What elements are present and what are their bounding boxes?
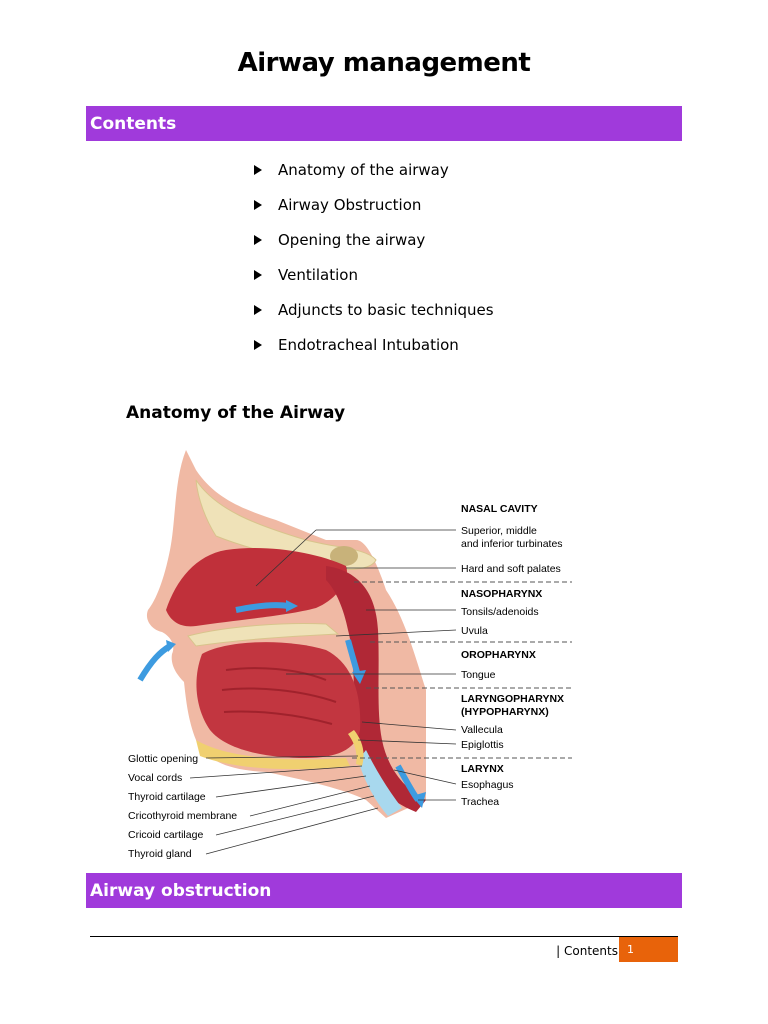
label-cricothyroid-membrane: Cricothyroid membrane	[128, 810, 238, 822]
airway-anatomy-illustration	[126, 440, 586, 862]
label-nasopharynx: NASOPHARYNX	[461, 588, 543, 600]
obstruction-heading-bar	[86, 873, 682, 908]
label-laryngopharynx: LARYNGOPHARYNX	[461, 693, 565, 705]
label-trachea: Trachea	[461, 796, 500, 808]
toc-item-label: Opening the airway	[278, 230, 426, 249]
contents-heading: Contents	[90, 113, 177, 134]
label-thyroid-gland: Thyroid gland	[128, 848, 192, 860]
triangle-bullet-icon	[254, 340, 262, 350]
label-epiglottis: Epiglottis	[461, 739, 504, 751]
triangle-bullet-icon	[254, 165, 262, 175]
toc-item-label: Anatomy of the airway	[278, 160, 449, 179]
label-hypopharynx: (HYPOPHARYNX)	[461, 706, 549, 718]
label-turbinates-1: Superior, middle	[461, 525, 537, 537]
label-vallecula: Vallecula	[461, 724, 503, 736]
toc-item-label: Airway Obstruction	[278, 195, 422, 214]
footer-contents-link[interactable]: | Contents	[556, 944, 618, 958]
page-title: Airway management	[237, 48, 531, 78]
toc-item[interactable]	[252, 292, 494, 327]
toc-item[interactable]	[252, 152, 494, 187]
airway-anatomy-figure	[126, 440, 586, 862]
label-nasal-cavity: NASAL CAVITY	[461, 503, 538, 515]
toc-item[interactable]	[252, 187, 494, 222]
label-esophagus: Esophagus	[461, 779, 514, 791]
toc-item[interactable]	[252, 222, 494, 257]
footer-divider	[90, 936, 678, 937]
triangle-bullet-icon	[254, 305, 262, 315]
label-cricoid-cartilage: Cricoid cartilage	[128, 829, 204, 841]
anatomy-heading: Anatomy of the Airway	[126, 403, 346, 423]
label-oropharynx: OROPHARYNX	[461, 649, 536, 661]
label-larynx: LARYNX	[461, 763, 504, 775]
label-glottic-opening: Glottic opening	[128, 753, 199, 765]
label-tonsils: Tonsils/adenoids	[461, 606, 539, 618]
toc-item[interactable]	[252, 327, 494, 362]
label-vocal-cords: Vocal cords	[128, 772, 183, 784]
toc-item[interactable]	[252, 257, 494, 292]
triangle-bullet-icon	[254, 200, 262, 210]
label-turbinates-2: and inferior turbinates	[461, 538, 563, 550]
toc-item-label: Ventilation	[278, 265, 358, 284]
page-number-badge: 1	[619, 937, 678, 962]
label-palates: Hard and soft palates	[461, 563, 561, 575]
obstruction-heading: Airway obstruction	[90, 880, 272, 901]
triangle-bullet-icon	[254, 235, 262, 245]
table-of-contents	[252, 152, 494, 362]
contents-heading-bar	[86, 106, 682, 141]
triangle-bullet-icon	[254, 270, 262, 280]
label-tongue: Tongue	[461, 669, 496, 681]
airflow-arrow-nose-icon	[140, 646, 170, 680]
toc-item-label: Adjuncts to basic techniques	[278, 300, 494, 319]
label-thyroid-cartilage: Thyroid cartilage	[128, 791, 206, 803]
toc-item-label: Endotracheal Intubation	[278, 335, 459, 354]
label-uvula: Uvula	[461, 625, 488, 637]
